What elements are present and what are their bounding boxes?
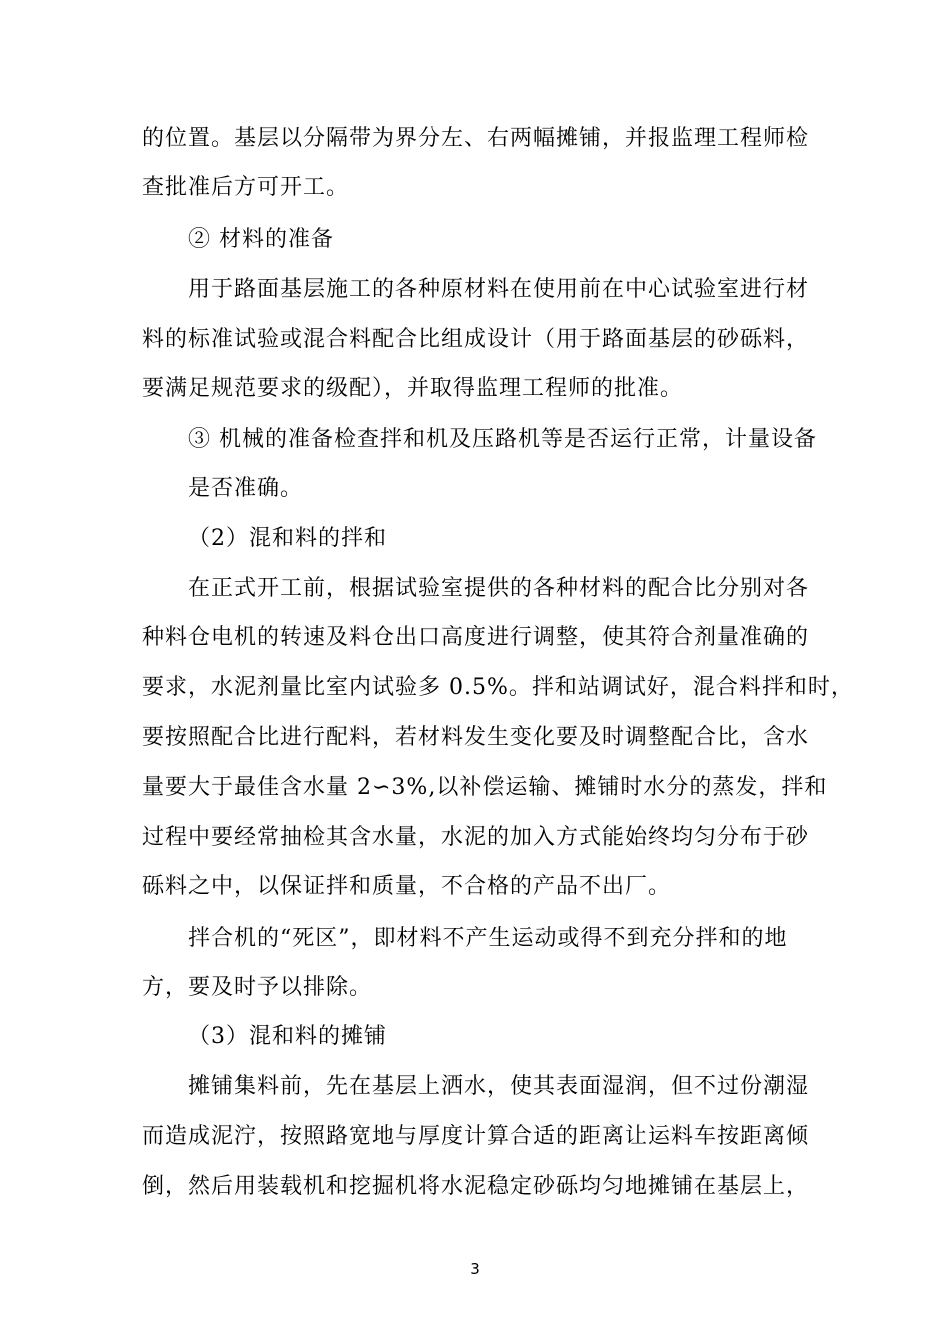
section-heading-spreading: （3）混和料的摊铺 [188,1024,387,1049]
text-line-22: 倒，然后用装载机和挖掘机将水泥稳定砂砾均匀地摊铺在基层上， [142,1174,810,1199]
text-line-12: 要求，水泥剂量比室内试验多 0.5%。拌和站调试好，混合料拌和时， [142,675,854,700]
text-line-13: 要按照配合比进行配料，若材料发生变化要及时调整配合比，含水 [142,725,810,750]
text-line-4: 用于路面基层施工的各种原材料在使用前在中心试验室进行材 [188,277,810,302]
subheading-machinery: ③ 机械的准备检查拌和机及压路机等是否运行正常，计量设备 [188,427,817,452]
text-line-10: 在正式开工前，根据试验室提供的各种材料的配合比分别对各 [188,576,810,601]
section-heading-mixing: （2）混和料的拌和 [188,526,387,551]
text-line-15: 过程中要经常抽检其含水量，水泥的加入方式能始终均匀分布于砂 [142,825,810,850]
subheading-materials: ② 材料的准备 [188,227,334,252]
text-line-1: 的位置。基层以分隔带为界分左、右两幅摊铺，并报监理工程师检 [142,126,810,151]
text-line-6: 要满足规范要求的级配），并取得监理工程师的批准。 [142,376,684,401]
text-line-5: 料的标准试验或混合料配合比组成设计（用于路面基层的砂砾料， [142,327,810,352]
text-line-11: 种料仓电机的转速及料仓出口高度进行调整，使其符合剂量准确的 [142,625,810,650]
text-line-20: 摊铺集料前，先在基层上洒水，使其表面湿润，但不过份潮湿 [188,1074,810,1099]
text-line-17: 拌合机的“死区”，即材料不产生运动或得不到充分拌和的地 [188,926,788,951]
text-line-8: 是否准确。 [188,476,304,501]
text-line-2: 查批准后方可开工。 [142,175,350,200]
text-line-18: 方，要及时予以排除。 [142,975,373,1000]
text-line-21: 而造成泥泞，按照路宽地与厚度计算合适的距离让运料车按距离倾 [142,1124,810,1149]
text-line-14: 量要大于最佳含水量 2∽3%,以补偿运输、摊铺时水分的蒸发，拌和 [142,775,828,800]
text-line-16: 砾料之中，以保证拌和质量，不合格的产品不出厂。 [142,874,672,899]
page-number: 3 [470,1260,480,1278]
